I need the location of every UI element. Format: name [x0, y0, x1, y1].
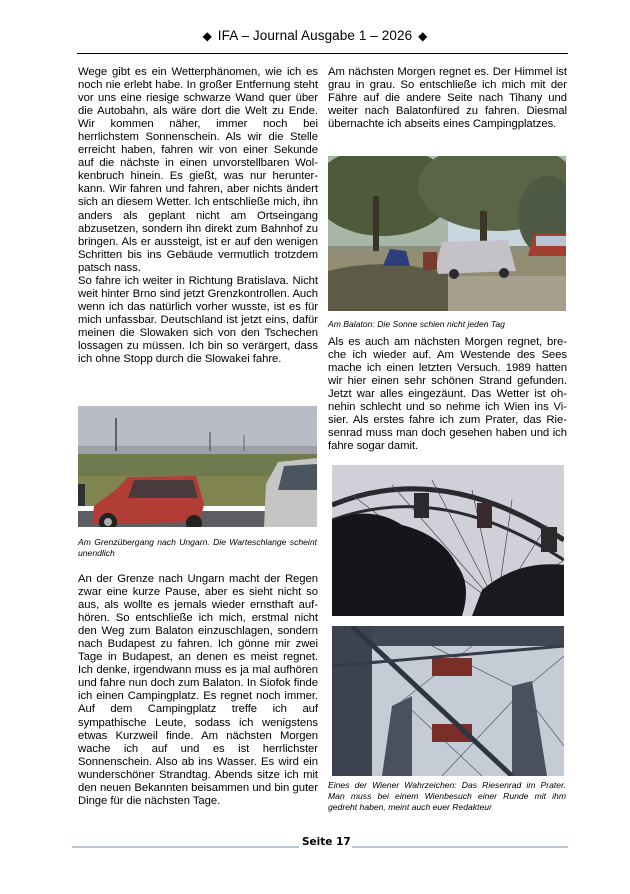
right-column-middle	[328, 336, 567, 453]
right-column	[328, 66, 567, 131]
diamond-arrows-icon: ◆	[202, 29, 212, 43]
ferris-wheel-photo-2	[332, 626, 564, 776]
article-paragraph: Wege gibt es ein Wetterphänomen, wie ich es noch nie erlebt habe. In großer Entfernung steht vor uns eine riesige schwarze Wand quer über die Autobahn, als wäre dort die Welt zu Ende. Wir kommen näher, immer noch bei herrlichstem Sonnenschein. Als wir die Stelle erreicht haben, fahren wir von einer Sekunde auf die nächste in einen unvorstellbaren Wolkenbruch hinein. Es gießt, was nur herunterkann. Wir fahren und fahren, aber nichts ändert sich an diesem Wetter. Ich entschließe mich, ihn anders als geplant nicht am Ortseingang abzusetzen, sondern ihn direkt zum Bahnhof zu bringen. Als er aussteigt, ist er auf den wenigen Schritten bis ins Gebäude vermutlich trotzdem patsch nass.	[78, 66, 318, 274]
footer-rule-right	[352, 846, 568, 848]
ferris-wheel-photo-1	[332, 465, 564, 616]
ferris-wheel-caption: Eines der Wiener Wahrzeichen: Das Riesenrad im Prater. Man muss bei einem Wienbesuch einer Runde mit ihm gedreht haben, meint auch euer Redakteur	[328, 780, 566, 812]
left-column-lower	[78, 573, 318, 808]
border-queue-photo	[78, 406, 317, 527]
border-queue-caption: Am Grenzübergang nach Ungarn. Die Warteschlange scheint unendlich	[78, 537, 317, 558]
article-paragraph: Am nächsten Morgen regnet es. Der Himmel ist grau in grau. So entschließe ich mich mit der Fähre auf die andere Seite nach Tihany und weiter nach Balatonfüred zu fahren. Diesmal übernachte ich abseits eines Campingplatzes.	[328, 66, 567, 131]
page-number: Seite 17	[302, 836, 351, 848]
page-header	[0, 27, 630, 45]
balaton-caption: Am Balaton: Die Sonne schien nicht jeden Tag	[328, 319, 505, 329]
page-footer	[0, 831, 630, 855]
journal-title: IFA – Journal Ausgabe 1 – 2026	[217, 28, 413, 43]
diamond-arrows-icon: ◆	[418, 29, 428, 43]
footer-rule-left	[72, 846, 299, 848]
balaton-camp-photo	[328, 156, 566, 311]
article-paragraph: An der Grenze nach Ungarn macht der Regen zwar eine kurze Pause, aber es sieht nicht so aus, als wollte es jemals wieder ernsthaft aufhören. So entschließe ich mich, erstmal nicht den Weg zum Balaton einzuschlagen, sondern nach Budapest zu fahren. Ich gönne mir zwei Tage in Budapest, an denen es meist regnet. Ich denke, irgendwann muss es ja mal aufhören und fahre nun doch zum Balaton. In Siofok finde ich einen Campingplatz. Es regnet noch immer. Auf dem Campingplatz treffe ich auf sympathische Leute, sodass ich wenigstens etwas Kurzweil finde. Am nächsten Morgen wache ich auf und es ist herrlichster Sonnenschein. Also ab ins Wasser. Es wird ein wunderschöner Strandtag. Abends sitze ich mit den neuen Bekannten beisammen und bin guter Dinge für die nächsten Tage.	[78, 573, 318, 807]
article-paragraph: So fahre ich weiter in Richtung Bratislava. Nicht weit hinter Brno sind jetzt Grenzkontrollen. Auch wenn ich das natürlich vorher wusste, ist es für mich unfassbar. Deutschland ist jetzt eins, dafür meinen die Slowaken sich von den Tschechen lossagen zu müssen. Ich bin so verärgert, dass ich ohne Stopp durch die Slowakei fahre.	[78, 274, 318, 366]
article-paragraph: Als es auch am nächsten Morgen regnet, breche ich wieder auf. Am Westende des Sees mache ich einen letzten Versuch. 1989 hatten wir hier einen sehr schönen Strand gefunden. Jetzt war alles eingezäunt. Das Wetter ist ohnehin schlecht und so nehme ich Wien ins Visier. Als erstes fahre ich zum Prater, das Riesenrad muss man doch gesehen haben und ich fahre sogar damit.	[328, 336, 567, 453]
left-column	[78, 66, 318, 366]
header-divider	[77, 53, 568, 54]
